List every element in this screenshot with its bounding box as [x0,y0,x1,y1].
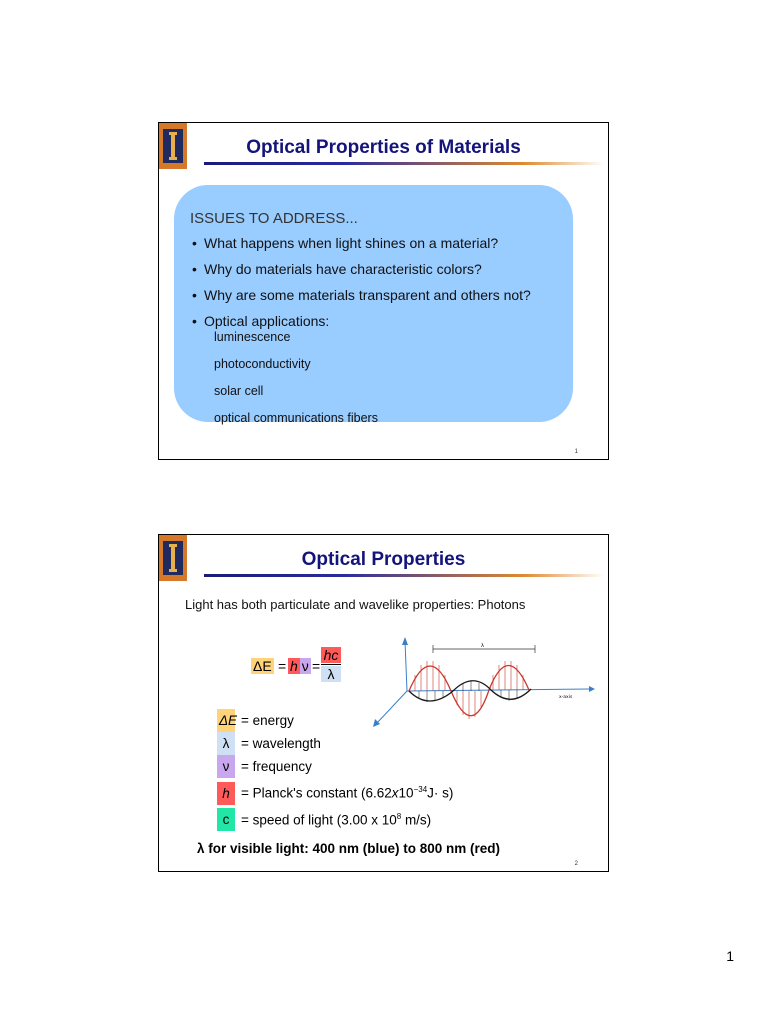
svg-text:λ: λ [481,643,484,649]
title-underline [204,574,604,577]
slide-page-number: 2 [574,861,578,867]
slide-title: Optical Properties of Materials [246,137,521,158]
list-item: ΔE = energy [217,709,453,732]
issues-heading: ISSUES TO ADDRESS... [190,210,358,227]
slide-title: Optical Properties [301,549,466,570]
equation-h-nu: h ν [290,658,309,674]
equation-fraction: hc λ [321,647,341,682]
list-item: • Why do materials have characteristic colors? [192,261,482,277]
list-item: λ = wavelength [217,732,453,755]
slide-optical-properties [158,534,609,872]
wave-axis-label: x-axis [559,695,573,700]
photons-intro: Light has both particulate and wavelike properties: Photons [185,597,526,612]
list-item: optical communications fibers [214,411,378,425]
list-item: c = speed of light (3.00 x $10^8$ m/s) [217,805,453,832]
issues-list [192,235,531,437]
list-item: h = Planck's constant $(6.62x10^{-34}J\cdot s)$ [217,778,453,805]
visible-light-range: λ for visible light: 400 nm (blue) to 800 nm (red) [197,841,501,856]
equals-sign: = [278,658,287,674]
slide-optical-properties-of-materials [158,122,609,460]
applications-list [214,329,531,427]
list-item: • What happens when light shines on a material? [192,235,499,251]
list-item: • Optical applications: luminescence photoconductivity solar cell optical communications fibers [192,313,531,427]
list-item: photoconductivity [214,357,311,371]
equals-sign: = [312,658,321,674]
document-page-number: 1 [726,948,734,964]
list-item: • Why are some materials transparent and others not? [192,287,531,303]
list-item: luminescence [214,330,291,344]
list-item: ν = frequency [217,755,453,778]
issues-bubble [174,185,573,425]
equation-energy: ΔE [253,658,272,674]
list-item: solar cell [214,384,264,398]
photon-energy-equation [251,647,351,693]
title-underline [204,162,604,165]
symbol-definitions [217,709,453,831]
slide-page-number: 1 [574,449,578,455]
